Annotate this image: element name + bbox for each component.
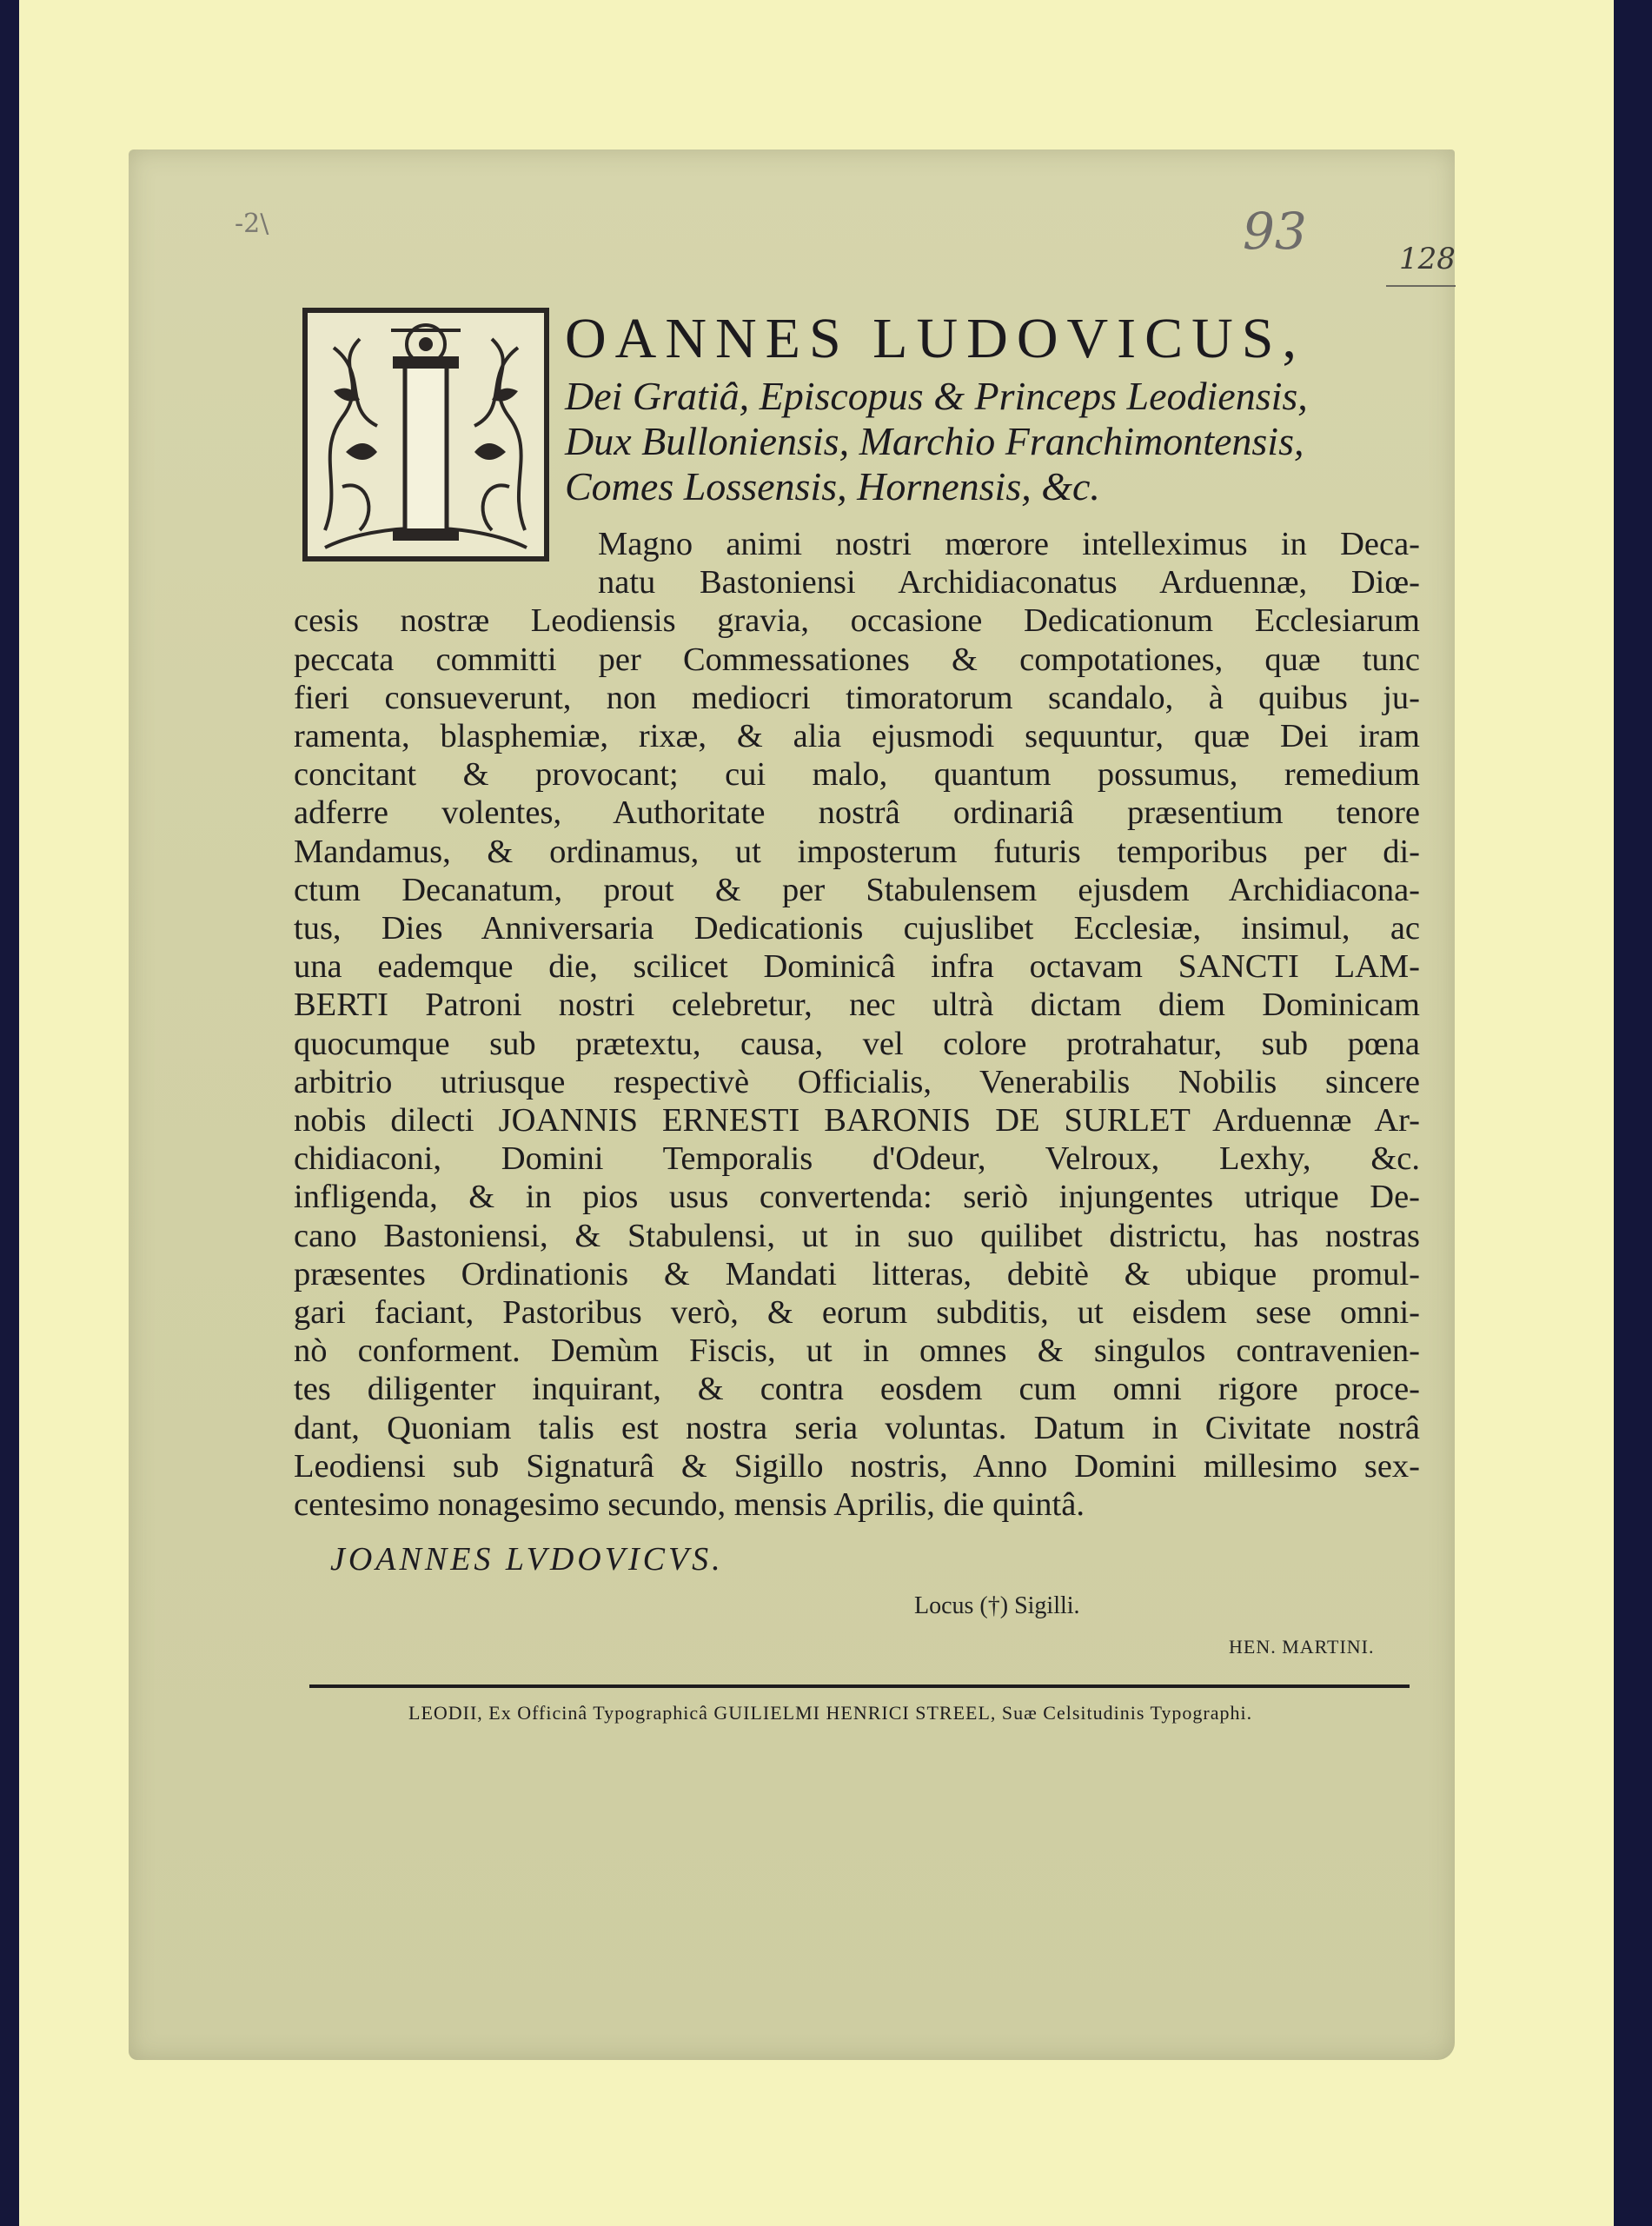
body-line: cano Bastoniensi, & Stabulensi, ut in suo quilibet districtu, has nostras — [294, 1217, 1420, 1254]
body-line: peccata committi per Commessationes & compotationes, quæ tunc — [294, 641, 1420, 678]
body-line: nobis dilecti JOANNIS ERNESTI BARONIS DE SURLET Arduennæ Ar- — [294, 1102, 1420, 1140]
body-line: tus, Dies Anniversaria Dedicationis cujuslibet Ecclesiæ, insimul, ac — [294, 910, 1420, 947]
scan-border-left — [0, 0, 21, 2226]
woodcut-ornament-icon — [308, 313, 544, 556]
scan-border-right — [1614, 0, 1652, 2226]
body-line: centesimo nonagesimo secundo, mensis Aprilis, die quintâ. — [294, 1486, 1085, 1524]
body-line: præsentes Ordinationis & Mandati litteras, debitè & ubique promul- — [294, 1255, 1420, 1292]
body-line: gari faciant, Pastoribus verò, & eorum subditis, ut eisdem sese omni- — [294, 1294, 1420, 1332]
body-line: tes diligenter inquirant, & contra eosdem cum omni rigore proce- — [294, 1371, 1420, 1408]
printer-imprint: LEODII, Ex Officinâ Typographicâ GUILIELMI HENRICI STREEL, Suæ Celsitudinis Typographi. — [408, 1702, 1253, 1724]
bishop-name: OANNES LUDOVICUS, — [565, 307, 1306, 370]
folio-underline — [1386, 285, 1456, 287]
body-line: concitant & provocant; cui malo, quantum possumus, remedium — [294, 756, 1420, 794]
body-line: dant, Quoniam talis est nostra seria voluntas. Datum in Civitate nostrâ — [294, 1409, 1420, 1446]
body-line: infligenda, & in pios usus convertenda: seriò injungentes utrique De- — [294, 1179, 1420, 1216]
title-line-2: Dux Bulloniensis, Marchio Franchimontensis, — [565, 419, 1304, 463]
folio-number-128: 128 — [1399, 242, 1456, 276]
body-line: Magno animi nostri mœrore intelleximus in Deca- — [598, 526, 1420, 562]
body-line: chidiaconi, Domini Temporalis d'Odeur, Velroux, Lexhy, &c. — [294, 1140, 1420, 1178]
edict-body — [294, 525, 1420, 1524]
folio-number-93: 93 — [1243, 202, 1307, 261]
body-line: BERTI Patroni nostri celebretur, nec ultrà dictam diem Dominicam — [294, 987, 1420, 1024]
body-line: adferre volentes, Authoritate nostrâ ordinariâ præsentium tenore — [294, 794, 1420, 832]
divider-rule — [309, 1684, 1410, 1688]
body-line: fieri consueverunt, non mediocri timoratorum scandalo, à quibus ju- — [294, 679, 1420, 716]
body-line: una eademque die, scilicet Dominicâ infra octavam SANCTI LAM- — [294, 948, 1420, 986]
title-line-3: Comes Lossensis, Hornensis, &c. — [565, 464, 1100, 508]
margin-note-top-left: -2\ — [235, 209, 269, 239]
seal-location: Locus (†) Sigilli. — [914, 1592, 1080, 1619]
signature: JOANNES LVDOVICVS. — [330, 1541, 724, 1578]
body-line: cesis nostræ Leodiensis gravia, occasione Dedicationum Ecclesiarum — [294, 602, 1420, 640]
body-line: natu Bastoniensi Archidiaconatus Arduennæ, Diœ- — [598, 564, 1420, 601]
body-line: Mandamus, & ordinamus, ut imposterum futuris temporibus per di- — [294, 833, 1420, 870]
decorated-initial-i — [302, 308, 549, 561]
body-line: ramenta, blasphemiæ, rixæ, & alia ejusmodi sequuntur, quæ Dei iram — [294, 718, 1420, 755]
body-line: ctum Decanatum, prout & per Stabulensem ejusdem Archidiacona- — [294, 871, 1420, 908]
body-line: quocumque sub prætextu, causa, vel colore protrahatur, sub pœna — [294, 1025, 1420, 1062]
body-line: nò conforment. Demùm Fiscis, ut in omnes & singulos contravenien- — [294, 1332, 1420, 1370]
body-line: arbitrio utriusque respectivè Officialis, Venerabilis Nobilis sincere — [294, 1063, 1420, 1100]
title-line-1: Dei Gratiâ, Episcopus & Princeps Leodiensis, — [565, 374, 1308, 418]
body-line: Leodiensi sub Signaturâ & Sigillo nostris, Anno Domini millesimo sex- — [294, 1447, 1420, 1485]
edict-heading — [565, 304, 1434, 509]
secretary-name: HEN. MARTINI. — [1229, 1636, 1375, 1658]
